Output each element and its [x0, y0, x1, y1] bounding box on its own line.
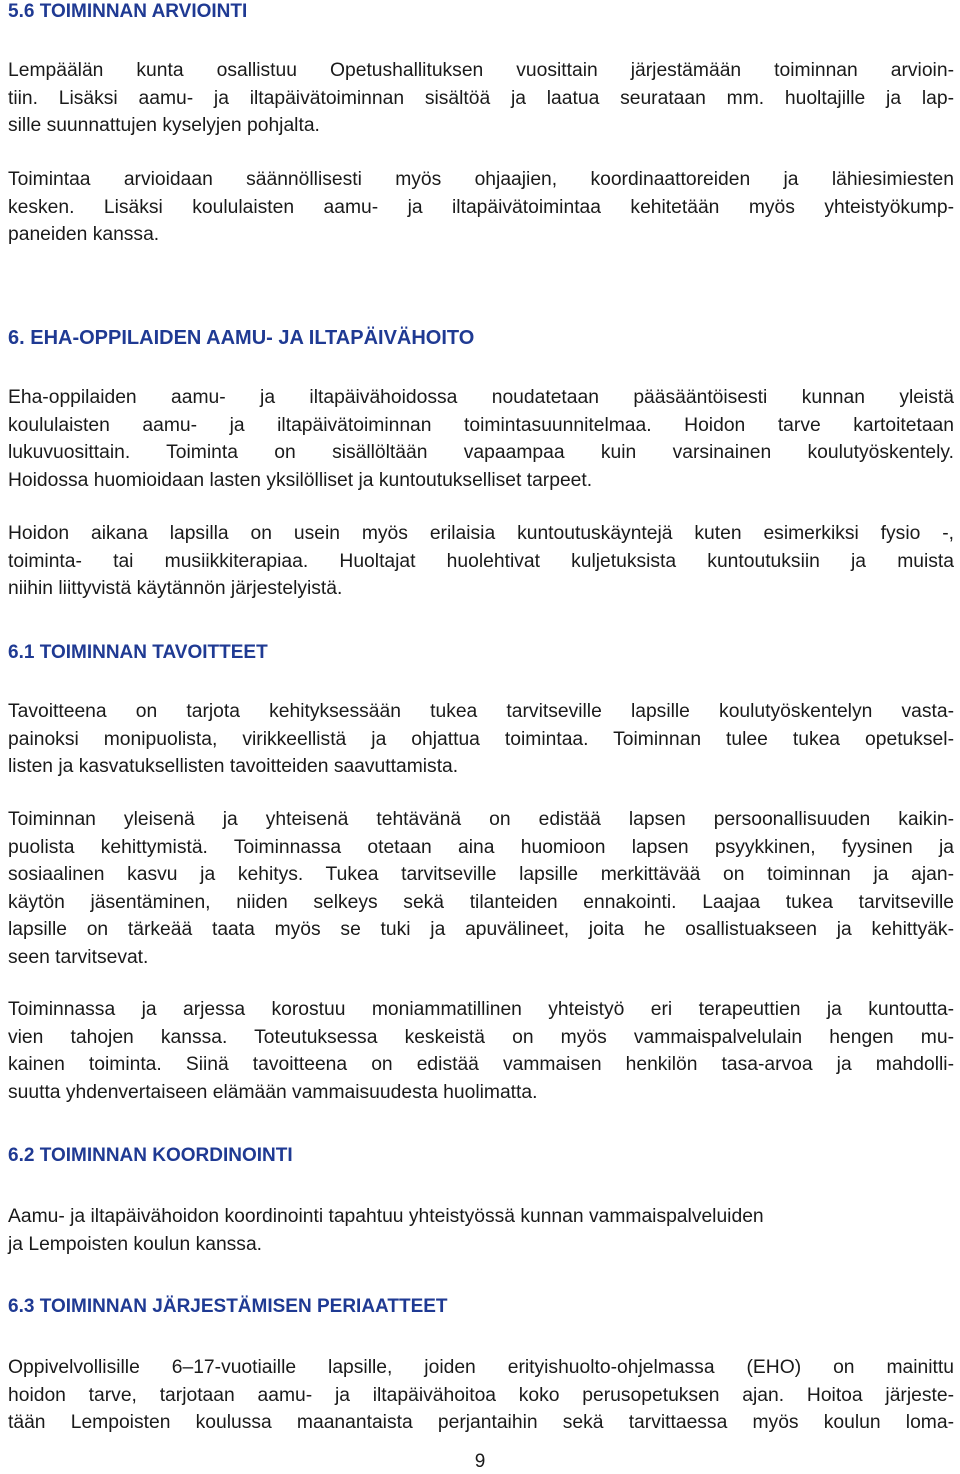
text-line: lapsille on tärkeää taata myös se tuki ja apuvälineet, joita he osallistuakseen ja kehittyäk- — [8, 919, 954, 941]
text-line: Tavoitteena on tarjota kehityksessään tukea tarvitseville lapsille koulutyöskentelyn vasta- — [8, 701, 954, 722]
paragraph-6-1-1 — [8, 698, 954, 781]
text-line: kainen toiminta. Siinä tavoitteena on edistää vammaisen henkilön tasa-arvoa ja mahdolli- — [8, 1054, 954, 1076]
paragraph-5-6-1 — [8, 57, 954, 140]
text-line: tiin. Lisäksi aamu- ja iltapäivätoiminnan sisältöä ja laatua seurataan mm. huoltajille ja lap- — [8, 87, 954, 109]
text-line: vien tahojen kanssa. Toteutuksessa keskeistä on myös vammaispalvelulain hengen mu- — [8, 1026, 954, 1048]
text-line: Oppivelvollisille 6–17-vuotiaille lapsille, joiden erityishuolto-ohjelmassa (EHO) on mainittu — [8, 1357, 954, 1378]
text-line: Toiminnassa ja arjessa korostuu moniammatillinen yhteistyö eri terapeuttien ja kuntoutta- — [8, 999, 954, 1020]
text-line: seen tarvitsevat. — [8, 946, 149, 968]
text-line: Lempäälän kunta osallistuu Opetushallituksen vuosittain järjestämään toiminnan arvioin- — [8, 60, 954, 81]
text-line: niihin liittyvistä käytännön järjestelyistä. — [8, 578, 343, 600]
text-line: kesken. Lisäksi koululaisten aamu- ja iltapäivätoimintaa kehitetään myös yhteistyökump- — [8, 196, 954, 218]
paragraph-5-6-2 — [8, 166, 954, 249]
paragraph-6-1-3 — [8, 996, 954, 1106]
text-line: listen ja kasvatuksellisten tavoitteiden saavuttamista. — [8, 756, 459, 778]
text-line: toiminta- tai musiikkiterapiaa. Huoltajat huolehtivat kuljetuksista kuntoutuksiin ja muista — [8, 550, 954, 572]
text-line: Aamu- ja iltapäivähoidon koordinointi tapahtuu yhteistyössä kunnan vammaispalveluiden — [8, 1206, 764, 1227]
text-line: paneiden kanssa. — [8, 224, 160, 246]
text-line: lukuvuosittain. Toiminta on sisällöltään vapaampaa kuin varsinainen koulutyöskentely. — [8, 442, 954, 464]
text-line: Toiminnan yleisenä ja yhteisenä tehtävänä on edistää lapsen persoonallisuuden kaikin- — [8, 809, 954, 830]
text-line: puolista kehittymistä. Toiminnassa otetaan aina huomioon lapsen psyykkinen, fyysinen ja — [8, 836, 954, 858]
text-line: Hoidossa huomioidaan lasten yksilölliset ja kuntoutukselliset tarpeet. — [8, 469, 593, 491]
text-line: käytön jäsentäminen, niiden selkeys sekä tilanteiden ennakointi. Laajaa tukea tarvitseville — [8, 891, 954, 913]
text-line: hoidon tarve, tarjotaan aamu- ja iltapäivähoitoa koko perusopetuksen ajan. Hoitoa järjeste- — [8, 1384, 954, 1406]
heading-6-2: 6.2 TOIMINNAN KOORDINOINTI — [8, 1145, 293, 1166]
text-line: koululaisten aamu- ja iltapäivätoiminnan toimintasuunnitelmaa. Hoidon tarve kartoitetaan — [8, 414, 954, 436]
text-line: suutta yhdenvertaiseen elämään vammaisuudesta huolimatta. — [8, 1081, 538, 1103]
text-line: tään Lempoisten koulussa maanantaista perjantaihin sekä tarvittaessa myös koulun loma- — [8, 1412, 954, 1434]
paragraph-6-1-2 — [8, 806, 954, 972]
heading-5-6: 5.6 TOIMINNAN ARVIOINTI — [8, 1, 248, 22]
text-line: sille suunnattujen kyselyjen pohjalta. — [8, 115, 320, 137]
heading-6: 6. EHA-OPPILAIDEN AAMU- JA ILTAPÄIVÄHOITO — [8, 327, 475, 349]
paragraph-6-2 — [8, 520, 954, 603]
paragraph-6-3-1 — [8, 1354, 954, 1437]
text-line: sosiaalinen kasvu ja kehitys. Tukea tarvitseville lapsille merkittävää on toiminnan ja ajan- — [8, 864, 954, 886]
text-line: Toimintaa arvioidaan säännöllisesti myös ohjaajien, koordinaattoreiden ja lähiesimiesten — [8, 169, 954, 190]
text-line: painoksi monipuolista, virikkeellistä ja ohjattua toimintaa. Toiminnan tulee tukea opetuksel- — [8, 728, 954, 750]
heading-6-3: 6.3 TOIMINNAN JÄRJESTÄMISEN PERIAATTEET — [8, 1296, 448, 1317]
paragraph-6-1 — [8, 384, 954, 494]
paragraph-6-2-1 — [8, 1203, 954, 1258]
heading-6-1: 6.1 TOIMINNAN TAVOITTEET — [8, 642, 268, 663]
text-line: ja Lempoisten koulun kanssa. — [8, 1233, 263, 1255]
text-line: Eha-oppilaiden aamu- ja iltapäivähoidossa noudatetaan pääsääntöisesti kunnan yleistä — [8, 387, 954, 408]
page-number: 9 — [474, 1451, 486, 1472]
text-line: Hoidon aikana lapsilla on usein myös erilaisia kuntoutuskäyntejä kuten esimerkiksi fysio -, — [8, 523, 954, 544]
